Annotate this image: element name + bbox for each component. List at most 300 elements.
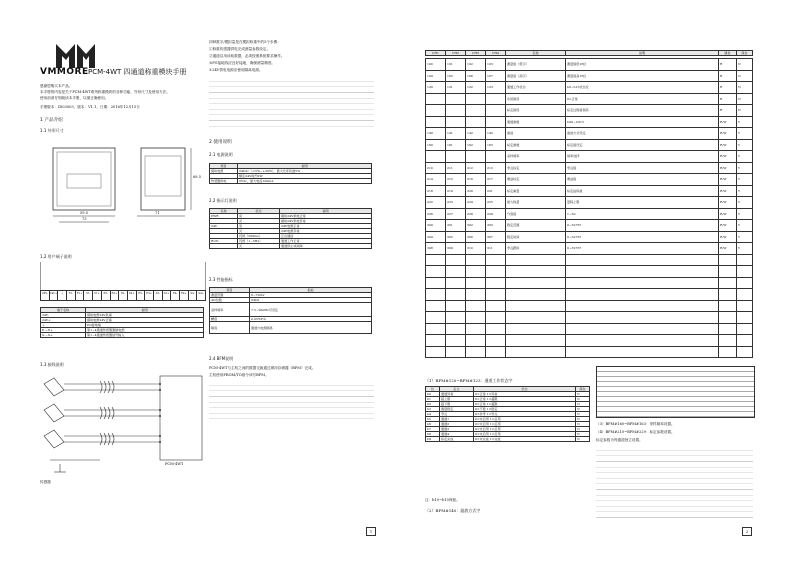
table-cell xyxy=(737,277,753,289)
table-cell: 标定错误 xyxy=(506,105,566,117)
table-cell: 227 xyxy=(446,208,466,220)
table-cell: R/W xyxy=(719,243,737,255)
table-header: 端子名称 xyxy=(41,308,86,313)
table-cell: 218 xyxy=(426,185,446,197)
table-row: b3 测量稳定 0=不稳 1=稳定 N xyxy=(426,407,590,412)
table-cell xyxy=(426,151,446,163)
table-cell: Y xyxy=(737,231,753,243)
table-cell xyxy=(446,151,466,163)
terminal-label: S2+ xyxy=(128,291,137,300)
table-cell xyxy=(426,105,446,117)
table-cell: 滤波方式设定 xyxy=(566,128,719,140)
table-row xyxy=(426,346,753,358)
table-cell: 107 xyxy=(486,70,506,82)
table-row: 采样频率 7.5~960Hz可设定 xyxy=(210,303,372,317)
table-row xyxy=(426,174,753,186)
table-row: 灭 24V电源异常 xyxy=(210,229,372,234)
table-cell: bit0~bit15 xyxy=(566,116,719,128)
table-cell: Y xyxy=(737,185,753,197)
table-cell xyxy=(446,335,466,347)
table-row xyxy=(426,231,753,243)
table-cell: 标定过程错误码 xyxy=(566,105,719,117)
table-row xyxy=(426,185,753,197)
table-cell xyxy=(719,335,737,347)
table-cell: 滤波 xyxy=(506,128,566,140)
table-header: 项目 xyxy=(210,288,250,293)
table-row xyxy=(426,70,753,82)
table-cell xyxy=(446,289,466,301)
table-cell: 系统错误 xyxy=(506,93,566,105)
table-row xyxy=(426,105,753,117)
table-cell: R/W xyxy=(719,208,737,220)
table-cell: 104 xyxy=(426,70,446,82)
table-cell: 标定砝码值 xyxy=(566,185,719,197)
table-cell: 217 xyxy=(486,174,506,186)
table-cell: R/W xyxy=(719,185,737,197)
table-cell: Y xyxy=(737,139,753,151)
table-cell: 224 xyxy=(466,197,486,209)
table-cell: 300 xyxy=(426,220,446,232)
terminal-label: ⏚ xyxy=(58,291,67,300)
table-cell xyxy=(737,323,753,335)
table-cell: 307 xyxy=(486,231,506,243)
perf-table xyxy=(209,287,372,334)
bfm-table-rows xyxy=(425,58,753,358)
table-cell xyxy=(506,312,566,324)
table-cell xyxy=(466,254,486,266)
table-cell xyxy=(506,300,566,312)
table-cell: Y xyxy=(737,174,753,186)
table-cell: Y xyxy=(737,162,753,174)
section-heading: 2.1 电源说明 xyxy=(209,152,233,157)
table-cell xyxy=(446,346,466,358)
table-row xyxy=(426,220,753,232)
table-cell: 212 xyxy=(466,162,486,174)
table-cell: 通道工作状态 xyxy=(506,82,566,94)
table-row xyxy=(426,162,753,174)
page-number: 1 xyxy=(366,527,376,536)
table-cell: 213 xyxy=(486,162,506,174)
table-row xyxy=(426,151,753,163)
table-cell: 分度值 xyxy=(506,208,566,220)
table-cell: N xyxy=(737,82,753,94)
table-row xyxy=(426,277,753,289)
table-cell xyxy=(446,323,466,335)
table-cell xyxy=(446,300,466,312)
table-cell: N xyxy=(737,70,753,82)
table-cell: 305 xyxy=(446,231,466,243)
table-cell xyxy=(566,312,719,324)
table-cell: 频率选择 xyxy=(566,151,719,163)
table-cell: b0~b15状态位 xyxy=(566,82,719,94)
table-cell: 309 xyxy=(446,243,466,255)
table-cell: 122 xyxy=(466,82,486,94)
table-cell xyxy=(737,346,753,358)
table-cell xyxy=(737,300,753,312)
table-cell xyxy=(486,254,506,266)
table-cell xyxy=(446,116,466,128)
table-row: b4 零点 0=非零 1=零点 N xyxy=(426,412,590,417)
table-cell: 106 xyxy=(466,70,486,82)
table-row: 闪烁（500ms） 正在通信 xyxy=(210,234,372,239)
table-cell: 稳定范围 xyxy=(506,220,566,232)
table-cell xyxy=(719,289,737,301)
table-cell xyxy=(566,277,719,289)
table-cell: 0~32767 xyxy=(566,243,719,255)
terminal-label: S1- xyxy=(84,291,93,300)
table-cell: 214 xyxy=(426,174,446,186)
table-cell: 121 xyxy=(446,82,466,94)
table-row: 24V+ 模块电源24V正端 xyxy=(41,318,204,323)
table-cell xyxy=(466,289,486,301)
table-cell: 零点值 xyxy=(566,162,719,174)
section-heading: 2.2 指示灯说明 xyxy=(209,198,237,203)
table-cell xyxy=(506,323,566,335)
table-row xyxy=(426,208,753,220)
sub-section: （2）BFM#140：滤波方式字 xyxy=(425,508,481,513)
table-cell: 测量值高16位 xyxy=(566,70,719,82)
table-cell: R xyxy=(719,82,737,94)
table-cell xyxy=(446,266,466,278)
table-header: 说明 xyxy=(280,209,372,214)
table-cell: 102 xyxy=(466,59,486,71)
terminal-label: S2- xyxy=(119,291,128,300)
table-header: 保存 xyxy=(576,387,590,392)
table-cell: Y xyxy=(737,116,753,128)
table-cell: 228 xyxy=(466,208,486,220)
table-cell xyxy=(719,300,737,312)
bfm-table xyxy=(425,50,753,56)
table-cell: 0~32767 xyxy=(566,220,719,232)
table-cell: R/W xyxy=(719,231,737,243)
table-cell: R xyxy=(719,70,737,82)
table-cell xyxy=(486,93,506,105)
table-cell xyxy=(506,346,566,358)
table-row: ⏚ PG接地端 xyxy=(41,323,204,328)
section-heading: 1.1 外形尺寸 xyxy=(40,128,64,133)
section-heading: 2.4 BFM说明 xyxy=(209,356,234,361)
wiring-module-label: PCM-4WT xyxy=(165,462,184,466)
table-cell: 标定参数 xyxy=(506,139,566,151)
intro-line: ③PG接地线应良好接地，确保测量精度。 xyxy=(209,61,276,65)
table-cell xyxy=(466,335,486,347)
table-cell: 301 xyxy=(446,220,466,232)
table-cell xyxy=(719,254,737,266)
table-cell: Y xyxy=(737,128,753,140)
table-cell: 0=正常 xyxy=(566,93,719,105)
table-cell: R/W xyxy=(719,151,737,163)
table-cell: 143 xyxy=(486,128,506,140)
table-row xyxy=(426,254,753,266)
table-row: b7 通道3 0=未启用 1=启用 N xyxy=(426,427,590,432)
text-block xyxy=(209,382,374,422)
table-header: 说明 xyxy=(86,308,204,313)
table-cell: 稳定时间 xyxy=(506,231,566,243)
logo-text: VMMORE xyxy=(40,67,89,77)
table-header: 定义 xyxy=(440,387,474,392)
table-row: 24V 亮 24V电源正常 xyxy=(210,224,372,229)
table-cell: 302 xyxy=(466,220,486,232)
dim-label: 68.5 xyxy=(193,175,202,179)
table-header: CH4 xyxy=(486,51,506,56)
table-cell xyxy=(506,277,566,289)
led-table xyxy=(209,208,372,249)
table-cell: 311 xyxy=(486,243,506,255)
table-row: b5 通道1 0=未启用 1=启用 N xyxy=(426,417,590,422)
table-cell: 1~50 xyxy=(566,208,719,220)
table-row: 隔离 通道与电源隔离 xyxy=(210,322,372,334)
table-cell: 304 xyxy=(426,231,446,243)
terminal-label: S3- xyxy=(154,291,163,300)
table-cell xyxy=(426,335,446,347)
table-cell xyxy=(426,300,446,312)
section-heading: 1 产品介绍 xyxy=(40,118,63,123)
table-cell xyxy=(737,312,753,324)
bfm-intro-line: PCM-4WT与主机之间的数据交换通过缓冲存储器（BFM）完成。 xyxy=(209,366,316,370)
table-cell xyxy=(486,300,506,312)
table-cell: 210 xyxy=(426,162,446,174)
table-cell xyxy=(486,335,506,347)
table-cell: 223 xyxy=(446,197,466,209)
table-cell: 226 xyxy=(426,208,446,220)
section-heading: 1.3 接线说明 xyxy=(40,362,64,367)
table-cell: 增益值 xyxy=(566,174,719,186)
table-cell: 测量值（低字） xyxy=(506,59,566,71)
table-cell: 229 xyxy=(486,208,506,220)
status-table xyxy=(425,386,590,442)
table-cell: R/W xyxy=(719,116,737,128)
page-title: PCM-4WT 四通道称重模块手册 xyxy=(88,68,187,76)
table-cell: 103 xyxy=(486,59,506,71)
table-cell xyxy=(466,300,486,312)
table-cell: 测量值（高字） xyxy=(506,70,566,82)
table-cell xyxy=(426,93,446,105)
table-cell: N xyxy=(737,59,753,71)
table-row: 模块电源 24Vdc（-15%~+20%），最大允许纹波5% xyxy=(210,169,372,174)
table-header: 指标 xyxy=(250,288,372,293)
table-cell: 308 xyxy=(426,243,446,255)
table-row xyxy=(426,289,753,301)
terminal-label: S1+ xyxy=(93,291,102,300)
terminal-label: 24V+ xyxy=(50,291,59,300)
status-note: 注：b10~b15保留。 xyxy=(425,498,460,502)
table-row: 灭 通道停止或故障 xyxy=(210,244,372,249)
table-cell xyxy=(566,335,719,347)
table-row: 精度 0.05%F.S. xyxy=(210,317,372,322)
table-cell xyxy=(566,266,719,278)
table-cell: 163 xyxy=(486,139,506,151)
table-cell xyxy=(466,277,486,289)
meta-line: 感谢您购买本产品。 xyxy=(40,84,73,88)
table-header: CH2 xyxy=(446,51,466,56)
right-desc: （3）BFM#160~BFM#163：采样频率设置。 xyxy=(596,422,675,426)
section-heading: 2.3 性能指标 xyxy=(209,277,233,282)
table-cell xyxy=(486,289,506,301)
dim-label: 71 xyxy=(155,211,160,215)
terminal-label: E1+ xyxy=(76,291,85,300)
table-row xyxy=(426,266,753,278)
table-cell xyxy=(446,93,466,105)
table-cell: 216 xyxy=(466,174,486,186)
wiring-diagram xyxy=(40,372,210,486)
table-row xyxy=(426,300,753,312)
table-cell: 105 xyxy=(446,70,466,82)
table-row xyxy=(426,59,753,71)
table-cell xyxy=(426,323,446,335)
table-cell xyxy=(719,323,737,335)
right-desc: 标定参数为每通道独立设置。 xyxy=(596,438,643,442)
dimension-drawing xyxy=(45,140,205,234)
table-header: 保存 xyxy=(737,51,753,56)
table-cell xyxy=(466,151,486,163)
table-cell xyxy=(566,346,719,358)
right-desc: （4）BFM#210~BFM#229：标定参数设置。 xyxy=(596,430,675,434)
table-header: 属性 xyxy=(719,51,737,56)
table-row xyxy=(426,93,753,105)
table-cell xyxy=(719,346,737,358)
table-cell xyxy=(486,312,506,324)
table-cell xyxy=(506,266,566,278)
table-cell xyxy=(486,266,506,278)
table-cell: 141 xyxy=(446,128,466,140)
table-header: 状态 xyxy=(238,209,280,214)
dim-label: 73 xyxy=(82,217,87,221)
table-cell xyxy=(486,323,506,335)
table-cell xyxy=(426,289,446,301)
table-cell: R xyxy=(719,105,737,117)
table-row: AD位数 24bit xyxy=(210,298,372,303)
table-cell: 采样频率 xyxy=(506,151,566,163)
table-cell: 215 xyxy=(446,174,466,186)
table-cell: R/W xyxy=(719,162,737,174)
table-row: b2 超下限 0=正常 1=超限 N xyxy=(426,402,590,407)
table-cell: 161 xyxy=(446,139,466,151)
table-cell: R/W xyxy=(719,128,737,140)
meta-version: 手册版本：ID03003，版本：V1.1，日期：2016年12月15日 xyxy=(40,105,140,109)
table-row: 测量范围 0~70mV xyxy=(210,293,372,298)
table-cell: Y xyxy=(737,243,753,255)
table-row: b8 通道4 0=未启用 1=启用 N xyxy=(426,432,590,437)
table-cell xyxy=(737,266,753,278)
table-cell xyxy=(426,277,446,289)
table-cell: R/W xyxy=(719,174,737,186)
table-cell xyxy=(506,289,566,301)
terminal-label: E1- xyxy=(67,291,76,300)
table-row: b0 通道异常 0=正常 1=异常 N xyxy=(426,392,590,397)
table-header: 名称 xyxy=(506,51,566,56)
table-cell xyxy=(466,266,486,278)
table-cell: Y xyxy=(737,220,753,232)
table-row: b1 超上限 0=正常 1=超限 N xyxy=(426,397,590,402)
table-cell: 142 xyxy=(466,128,486,140)
table-cell: 303 xyxy=(486,220,506,232)
terminal-label: S4+ xyxy=(198,292,205,295)
table-cell: 225 xyxy=(486,197,506,209)
table-cell: 标定重量 xyxy=(506,185,566,197)
terminal-label: E2+ xyxy=(111,291,120,300)
section-heading: 1.2 用户端子说明 xyxy=(40,254,72,259)
table-row: S-~S+ 第1~4通道传感器信号输入 xyxy=(41,333,204,338)
table-cell xyxy=(486,277,506,289)
table-cell xyxy=(719,266,737,278)
table-row xyxy=(426,128,753,140)
table-cell xyxy=(719,277,737,289)
table-cell xyxy=(466,93,486,105)
table-row xyxy=(426,335,753,347)
table-cell xyxy=(446,277,466,289)
sub-section: （1）BFM#120~BFM#123：通道工作状态字 xyxy=(425,378,513,383)
table-cell: 211 xyxy=(446,162,466,174)
table-cell xyxy=(566,300,719,312)
table-cell xyxy=(426,266,446,278)
table-row: RUN 闪烁（1~5Hz） 通道工作正常 xyxy=(210,239,372,244)
terminal-label: E4- xyxy=(171,291,180,300)
table-cell xyxy=(486,151,506,163)
table-cell: 增益标定 xyxy=(506,174,566,186)
table-cell xyxy=(506,254,566,266)
table-cell: 221 xyxy=(486,185,506,197)
table-cell: 0~32767 xyxy=(566,231,719,243)
table-cell xyxy=(466,312,486,324)
table-cell xyxy=(446,254,466,266)
table-cell xyxy=(737,289,753,301)
table-cell: 222 xyxy=(426,197,446,209)
table-cell: R xyxy=(719,59,737,71)
table-row: 额定24V时约2W xyxy=(210,174,372,179)
terminal-label: E2- xyxy=(102,291,111,300)
bfm-intro-line: 主机使用FROM/TO指令读写BFM。 xyxy=(209,373,269,377)
table-cell xyxy=(426,116,446,128)
table-cell xyxy=(426,254,446,266)
small-table xyxy=(596,366,755,418)
table-cell xyxy=(486,116,506,128)
table-cell xyxy=(737,254,753,266)
intro-line: ④24V供电电源应使用隔离电源。 xyxy=(209,68,263,72)
table-row: b6 通道2 0=未启用 1=启用 N xyxy=(426,422,590,427)
terminal-label: E3+ xyxy=(145,291,154,300)
table-row: 灭 模块24V供电异常 xyxy=(210,219,372,224)
table-cell: 量程上限 xyxy=(566,197,719,209)
table-cell: 标定值设定 xyxy=(566,139,719,151)
table-cell xyxy=(466,346,486,358)
terminal-label: S3+ xyxy=(163,291,172,300)
table-header: 项目 xyxy=(210,164,238,169)
table-cell: 220 xyxy=(466,185,486,197)
table-row: b9 标定完成 0=未完成 1=完成 N xyxy=(426,437,590,442)
table-cell xyxy=(446,105,466,117)
table-cell: 通道参数 xyxy=(506,116,566,128)
bfm-table-body xyxy=(425,58,753,358)
table-cell xyxy=(486,346,506,358)
table-header: 状态 xyxy=(474,387,576,392)
table-row xyxy=(426,243,753,255)
table-cell: Y xyxy=(737,208,753,220)
table-cell: 160 xyxy=(426,139,446,151)
table-cell: R/W xyxy=(719,220,737,232)
table-cell: Y xyxy=(737,151,753,163)
table-cell: R/W xyxy=(719,139,737,151)
table-cell xyxy=(506,335,566,347)
text-block xyxy=(596,447,753,523)
table-cell: Y xyxy=(737,197,753,209)
table-cell xyxy=(466,323,486,335)
terminal-label: E3- xyxy=(137,291,146,300)
meta-line: 本手册的内容是关于PCM-4WT系列称重模块的各种功能、外形尺寸及使用方法。 xyxy=(40,90,170,94)
table-row xyxy=(426,82,753,94)
table-cell xyxy=(486,105,506,117)
terminal-ticks xyxy=(40,262,206,290)
table-cell: 123 xyxy=(486,82,506,94)
